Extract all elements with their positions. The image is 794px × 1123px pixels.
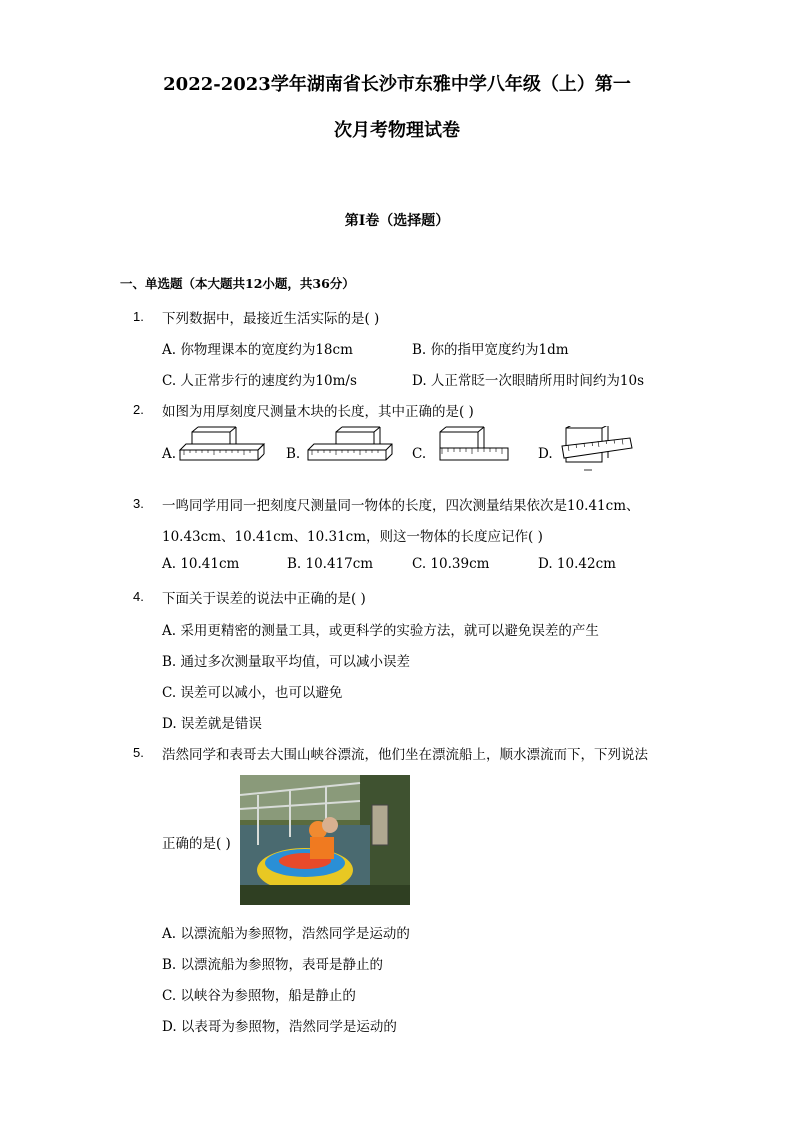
question-text: 下列数据中，最接近生活实际的是( ) [162,311,380,327]
option-c[interactable]: C. 以峡谷为参照物，船是静止的 [162,988,356,1004]
option-d[interactable]: D. 10.42cm [538,556,616,572]
option-c[interactable]: C. [412,446,427,462]
title-line-1: 2022-2023学年湖南省长沙市东雅中学八年级（上）第一 [163,74,631,95]
question-number: 3. [133,496,144,511]
question-text-cont: 正确的是( ) [162,836,231,852]
question-text: 下面关于误差的说法中正确的是( ) [162,591,366,607]
question-number: 4. [133,589,144,604]
question-number: 2. [133,402,144,417]
option-b[interactable]: B. 通过多次测量取平均值，可以减小误差 [162,654,411,670]
question-text: 如图为用厚刻度尺测量木块的长度，其中正确的是( ) [162,404,474,420]
option-d[interactable]: D. 人正常眨一次眼睛所用时间约为10s [412,373,645,389]
option-d[interactable]: D. [538,446,553,462]
option-b[interactable]: B. [286,446,301,462]
ruler-diagram-b [308,427,392,460]
part-heading: 第I卷（选择题） [344,213,450,229]
rafting-photo [240,775,410,905]
option-a[interactable]: A. 10.41cm [162,556,240,572]
option-d[interactable]: D. 以表哥为参照物，浩然同学是运动的 [162,1019,397,1035]
option-d[interactable]: D. 误差就是错误 [162,716,262,732]
option-b[interactable]: B. 以漂流船为参照物，表哥是静止的 [162,957,384,973]
option-c[interactable]: C. 10.39cm [412,556,490,572]
option-a[interactable]: A. 采用更精密的测量工具，或更科学的实验方法，就可以避免误差的产生 [162,623,599,639]
ruler-diagram-d [562,426,632,470]
section-heading: 一、单选题（本大题共12小题，共36分） [120,276,355,291]
page-title [90,62,704,154]
option-b[interactable]: B. 你的指甲宽度约为1dm [412,342,569,358]
question-text: 一鸣同学用同一把刻度尺测量同一物体的长度，四次测量结果依次是10.41cm、 [162,498,640,514]
question-text: 浩然同学和表哥去大围山峡谷漂流，他们坐在漂流船上，顺水漂流而下，下列说法 [162,747,648,763]
question-text-cont: 10.43cm、10.41cm、10.31cm，则这一物体的长度应记作( ) [162,529,543,545]
option-c[interactable]: C. 人正常步行的速度约为10m/s [162,373,357,389]
option-b[interactable]: B. 10.417cm [287,556,374,572]
option-a[interactable]: A. 以漂流船为参照物，浩然同学是运动的 [162,926,410,942]
ruler-figures [160,426,640,476]
ruler-diagram-a [180,427,264,460]
question-number: 1. [133,309,144,324]
ruler-diagram-c [440,427,508,460]
question-number: 5. [133,745,144,760]
option-c[interactable]: C. 误差可以减小，也可以避免 [162,685,343,701]
ruler-diagrams [160,426,640,476]
option-a[interactable]: A. 你物理课本的宽度约为18cm [162,342,353,358]
option-a[interactable]: A. [162,446,177,462]
title-line-2: 次月考物理试卷 [334,120,460,141]
